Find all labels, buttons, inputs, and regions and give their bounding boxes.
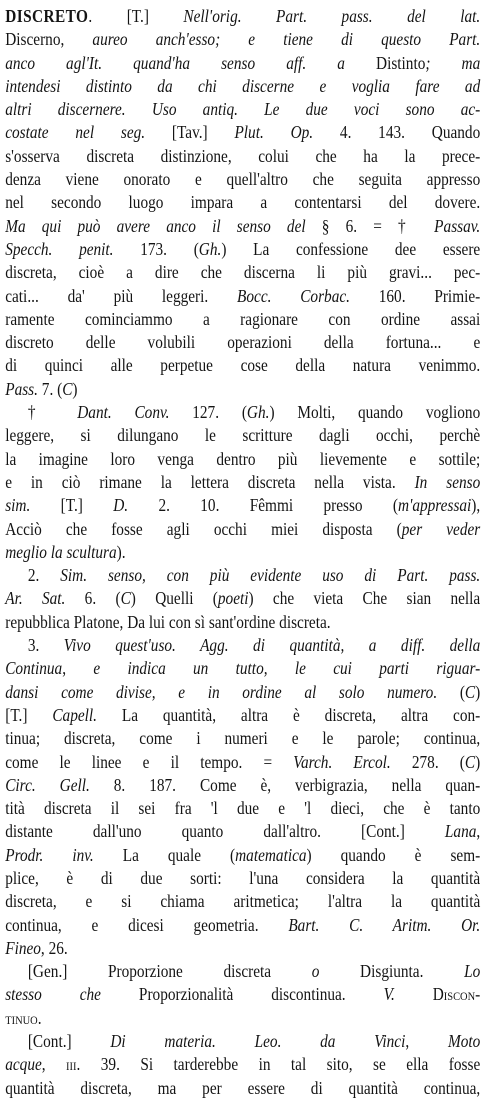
italic-text: Nell'orig. Part. pass. del lat. bbox=[183, 6, 481, 26]
italic-text: Fineo bbox=[5, 937, 41, 958]
italic-text: per veder bbox=[401, 518, 481, 539]
italic-text: e indica un tutto, le cui parti riguar- bbox=[93, 658, 481, 679]
text-run: ) che vieta Che sian nella bbox=[248, 588, 481, 609]
text-run: leggere, si dilungano le scritture dagli occhi, perchè bbox=[5, 425, 481, 446]
text-run: 4. 143. Quando bbox=[313, 122, 481, 143]
text-run: 3. bbox=[27, 635, 64, 656]
italic-text: Vivo quest'uso. Agg. di quantità, a diff. della bbox=[63, 635, 481, 656]
italic-text: C bbox=[464, 681, 476, 702]
text-run: La quale ( bbox=[93, 844, 236, 865]
text-run: . 39. Si tarderebbe in tal sito, se ella fosse bbox=[76, 1054, 481, 1075]
text-line bbox=[5, 261, 480, 284]
text-run: quantità discreta, ma per essere di quantità continua, bbox=[5, 1077, 481, 1098]
italic-text: Pass. bbox=[5, 378, 38, 399]
text-run: 173. ( bbox=[113, 238, 199, 259]
text-line bbox=[5, 98, 480, 121]
text-run: [T.] bbox=[5, 704, 53, 725]
italic-text: matematica bbox=[235, 844, 307, 865]
italic-text: altri discernere. Uso antiq. Le due voci sono ac- bbox=[5, 99, 481, 120]
italic-text: Varch. Ercol. bbox=[293, 751, 391, 772]
italic-text: Gh. bbox=[198, 238, 222, 259]
text-line bbox=[5, 424, 480, 447]
text-run: ) bbox=[475, 751, 481, 772]
text-line bbox=[5, 354, 480, 377]
italic-text: dansi come divise, e in ordine al solo numero. bbox=[5, 681, 438, 702]
text-run: iii bbox=[66, 1054, 77, 1075]
text-line bbox=[5, 914, 480, 937]
italic-text: Bocc. Corbac. bbox=[237, 285, 350, 306]
italic-text: ; ma bbox=[425, 52, 481, 73]
italic-text: m'appressai bbox=[398, 495, 472, 516]
text-run: ), bbox=[471, 495, 481, 516]
italic-text: intendesi distinto da chi discerne e voglia fare ad bbox=[5, 75, 481, 96]
text-run: di quinci alle perpetue cose della natura venimmo. bbox=[5, 355, 481, 376]
text-run: repubblica Platone, Da lui con sì sant'ordine discreta. bbox=[5, 611, 331, 632]
text-line bbox=[5, 704, 480, 727]
italic-text: meglio la scultura bbox=[5, 541, 117, 562]
italic-text: Specch. penit. bbox=[5, 238, 114, 259]
text-line bbox=[5, 191, 480, 214]
italic-text: C bbox=[120, 588, 131, 609]
text-line bbox=[5, 52, 480, 75]
text-line bbox=[5, 844, 480, 867]
italic-text: acque bbox=[5, 1054, 42, 1075]
text-line bbox=[5, 797, 480, 820]
text-run: ) Quelli ( bbox=[130, 588, 218, 609]
text-run: la imagine loro venga dentro più lievemente e sottile; bbox=[5, 448, 481, 469]
text-run: 278. ( bbox=[390, 751, 465, 772]
text-line bbox=[5, 681, 480, 704]
text-line bbox=[5, 28, 480, 51]
italic-text: D. bbox=[113, 495, 129, 516]
text-run: e in ciò rimane la lettera discreta nella vista. bbox=[5, 471, 415, 492]
text-run: . [T.] bbox=[88, 6, 184, 26]
text-run: 7. ( bbox=[37, 378, 63, 399]
text-run: † bbox=[27, 402, 78, 423]
italic-text: Passav. bbox=[434, 215, 481, 236]
text-run: 160. Primie- bbox=[349, 285, 481, 306]
italic-text: sim. bbox=[5, 495, 31, 516]
text-run: discreta, cioè a dire che discerna li più gravi... pec- bbox=[5, 262, 481, 283]
italic-text: In senso bbox=[414, 471, 481, 492]
text-run: ramente cominciammo a ragionare con ordine assai bbox=[5, 308, 481, 329]
text-line bbox=[5, 774, 480, 797]
text-line bbox=[5, 541, 480, 564]
text-line bbox=[5, 75, 480, 98]
italic-text: costate nel seg. bbox=[5, 122, 146, 143]
text-run: , bbox=[62, 658, 94, 679]
text-line bbox=[5, 401, 480, 424]
italic-text: o bbox=[311, 961, 320, 982]
text-run: ) La confessione dee essere bbox=[221, 238, 481, 259]
italic-text: Prodr. inv. bbox=[5, 844, 94, 865]
text-line bbox=[5, 308, 480, 331]
text-run: Discerno, bbox=[5, 29, 93, 50]
text-run: denza viene onorato e quell'altro che seguita appresso bbox=[5, 169, 481, 190]
text-run: 127. ( bbox=[169, 402, 247, 423]
italic-text: Bart. C. Aritm. Or. bbox=[288, 914, 481, 935]
text-line bbox=[5, 238, 480, 261]
text-run: plice, è di due sorti: l'una considera la quantità bbox=[5, 867, 481, 888]
italic-text: Moto bbox=[447, 1031, 481, 1052]
text-line bbox=[5, 960, 480, 983]
text-run: . bbox=[37, 1007, 42, 1028]
text-run bbox=[395, 984, 433, 1004]
text-run: ) bbox=[72, 378, 78, 399]
italic-text: Ma qui può avere anco il senso del bbox=[5, 215, 306, 236]
text-line bbox=[5, 1007, 480, 1030]
text-run: Discon- bbox=[432, 984, 481, 1005]
text-line bbox=[5, 5, 480, 28]
text-run: , bbox=[405, 1031, 448, 1052]
text-line bbox=[5, 937, 480, 960]
italic-text: stesso che bbox=[5, 984, 101, 1005]
text-line bbox=[5, 820, 480, 843]
text-run: , 26. bbox=[40, 937, 68, 958]
text-line bbox=[5, 564, 480, 587]
text-line bbox=[5, 121, 480, 144]
text-line bbox=[5, 867, 480, 890]
text-line bbox=[5, 448, 480, 471]
text-run: La quantità, altra è discreta, altra con- bbox=[96, 704, 481, 725]
text-line bbox=[5, 518, 480, 541]
text-line bbox=[5, 378, 480, 401]
text-line bbox=[5, 168, 480, 191]
text-run: , bbox=[41, 1054, 67, 1075]
text-run: ( bbox=[437, 681, 465, 702]
text-run: tinua; discreta, come i numeri e le parole; continua, bbox=[5, 728, 481, 749]
text-run: 2. bbox=[27, 565, 61, 586]
text-line bbox=[5, 1053, 480, 1076]
text-run: 2. 10. Fêmmi presso ( bbox=[128, 495, 399, 516]
italic-text: Di materia. Leo. da Vinci bbox=[110, 1031, 406, 1052]
italic-text: Lana bbox=[444, 821, 477, 842]
text-run: Disgiunta. bbox=[319, 961, 465, 982]
text-run: ) quando è sem- bbox=[306, 844, 481, 865]
text-run: ). bbox=[116, 541, 126, 562]
italic-text: Ar. Sat. bbox=[5, 588, 66, 609]
text-run: Distinto bbox=[376, 52, 426, 73]
italic-text: C bbox=[464, 751, 476, 772]
text-line bbox=[5, 494, 480, 517]
text-run: come le linee e il tempo. = bbox=[5, 751, 294, 772]
italic-text: Circ. Gell. bbox=[5, 774, 90, 795]
text-run: [T.] bbox=[30, 495, 114, 516]
italic-text: Dant. Conv. bbox=[77, 402, 170, 423]
italic-text: Lo bbox=[464, 961, 481, 982]
text-line bbox=[5, 611, 480, 634]
text-line bbox=[5, 983, 480, 1006]
text-run: [Gen.] Proporzione discreta bbox=[27, 961, 312, 982]
text-run: Acciò che fosse agli occhi miei disposta ( bbox=[5, 518, 402, 539]
italic-text: aureo anch'esso; e tiene di questo Part. bbox=[92, 29, 481, 50]
text-run: distante dall'uno quanto dall'altro. [Cont.] bbox=[5, 821, 445, 842]
italic-text: Continua bbox=[5, 658, 63, 679]
text-run: ) Molti, quando vogliono bbox=[269, 402, 481, 423]
italic-text: anco agl'It. quand'ha senso aff. a bbox=[5, 52, 377, 73]
text-run: discreta, e si chiama aritmetica; l'altra la quantità bbox=[5, 891, 481, 912]
italic-text: Plut. Op. bbox=[234, 122, 314, 143]
text-line bbox=[5, 634, 480, 657]
text-run: , bbox=[476, 821, 481, 842]
text-run: nel secondo luogo impara a contentarsi del dovere. bbox=[5, 192, 481, 213]
text-line bbox=[5, 727, 480, 750]
text-run: tinuo bbox=[5, 1007, 38, 1028]
text-line bbox=[5, 587, 480, 610]
text-run: continua, e dicesi geometria. bbox=[5, 914, 289, 935]
text-run: ) bbox=[475, 681, 481, 702]
text-line bbox=[5, 751, 480, 774]
text-line bbox=[5, 285, 480, 308]
text-line bbox=[5, 215, 480, 238]
text-run: cati... da' più leggeri. bbox=[5, 285, 238, 306]
text-run: 6. ( bbox=[65, 588, 121, 609]
text-run: discreto delle volubili operazioni della fortuna... e bbox=[5, 332, 481, 353]
text-line bbox=[5, 1077, 480, 1100]
text-run: [Tav.] bbox=[145, 122, 235, 143]
text-line bbox=[5, 145, 480, 168]
text-run: 8. 187. Come è, verbigrazia, nella quan- bbox=[89, 774, 481, 795]
italic-text: V. bbox=[383, 984, 395, 1005]
italic-text: Capell. bbox=[52, 704, 97, 725]
text-run: § 6. = † bbox=[305, 215, 435, 236]
dictionary-entry-discreto bbox=[5, 5, 480, 1100]
text-line bbox=[5, 890, 480, 913]
italic-text: Sim. senso, con più evidente uso di Part. pass. bbox=[60, 565, 481, 586]
text-run: tità discreta il sei fra 'l due e 'l dieci, che è tanto bbox=[5, 798, 481, 819]
text-line bbox=[5, 331, 480, 354]
text-line bbox=[5, 471, 480, 494]
headword: DISCRETO bbox=[5, 6, 89, 26]
italic-text: C bbox=[62, 378, 73, 399]
italic-text: poeti bbox=[217, 588, 249, 609]
text-run: Proporzionalità discontinua. bbox=[100, 984, 384, 1005]
text-run: [Cont.] bbox=[27, 1031, 111, 1052]
text-line bbox=[5, 657, 480, 680]
italic-text: Gh. bbox=[246, 402, 270, 423]
text-run: s'osserva discreta distinzione, colui che ha la prece- bbox=[5, 145, 481, 166]
text-line bbox=[5, 1030, 480, 1053]
